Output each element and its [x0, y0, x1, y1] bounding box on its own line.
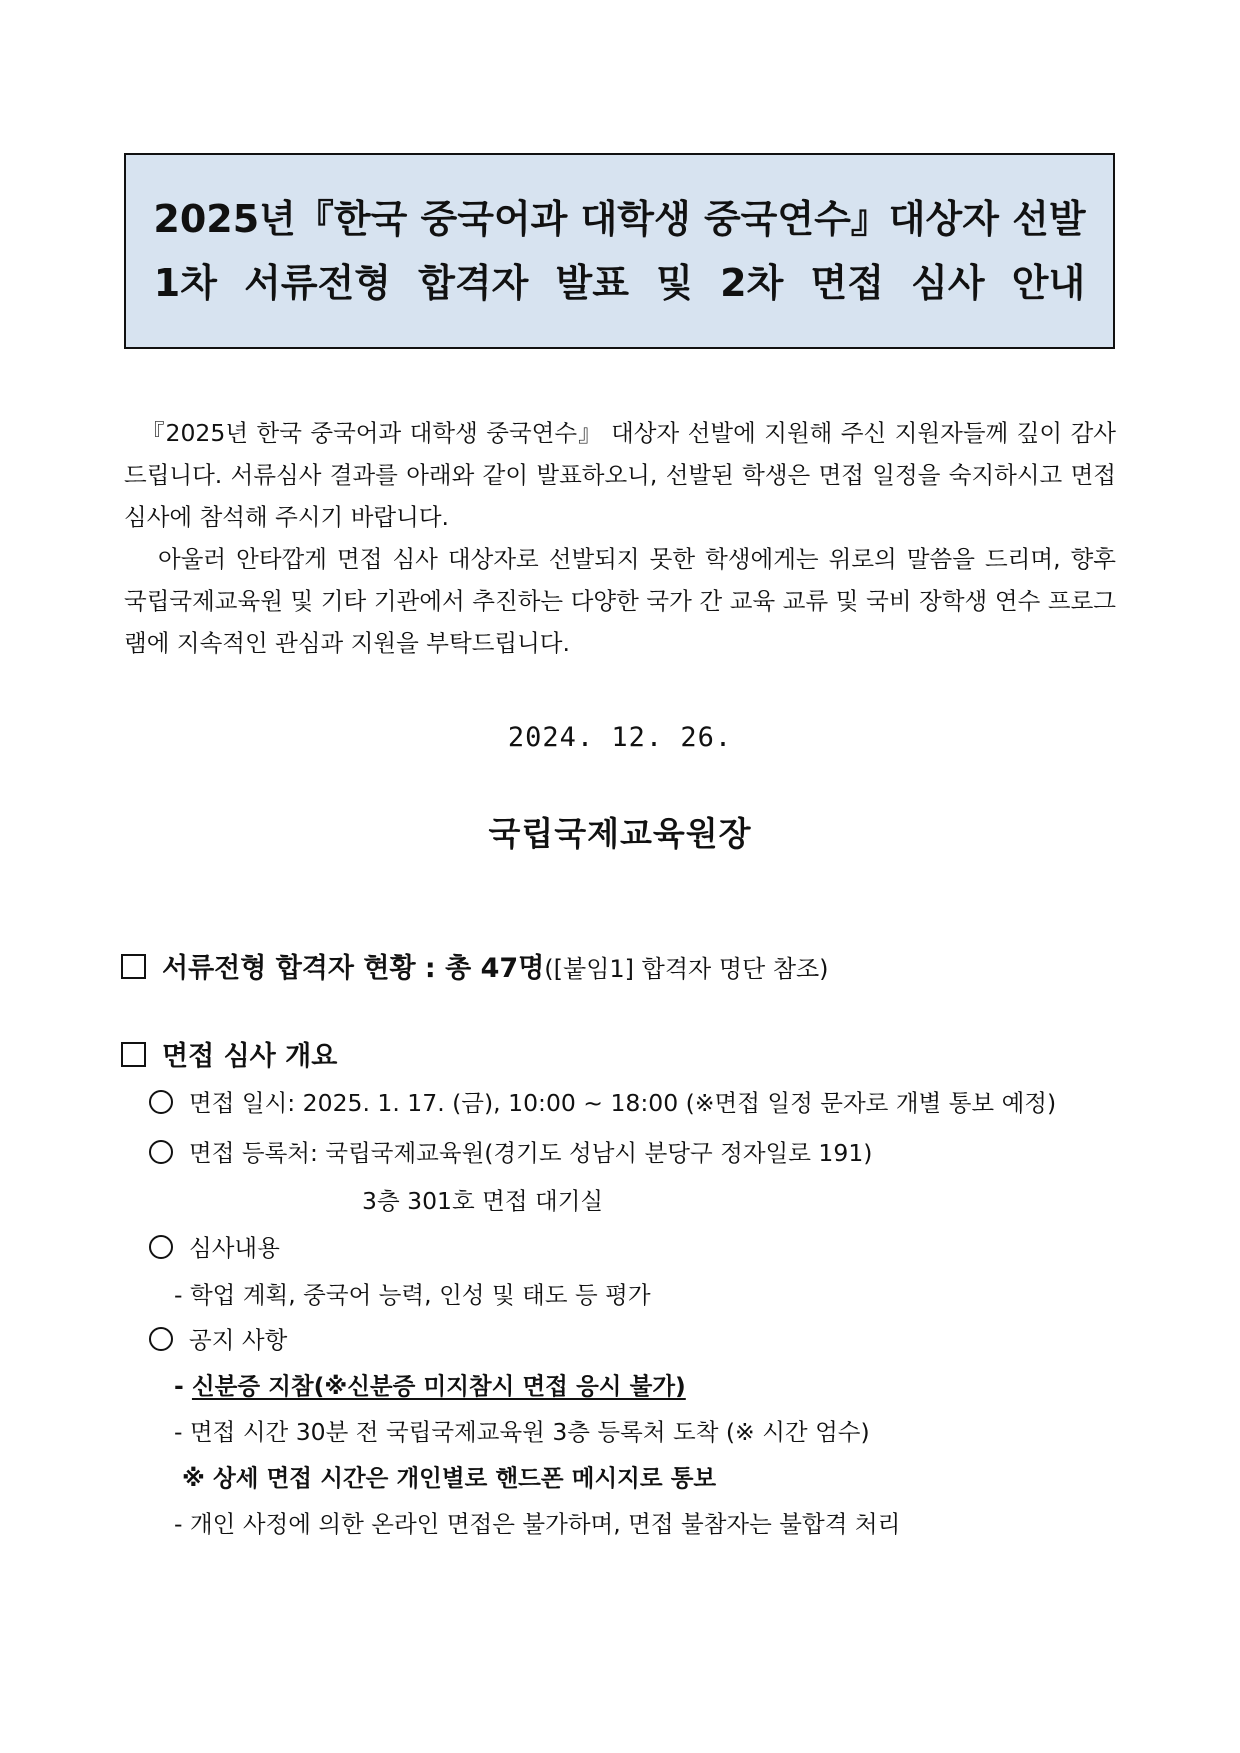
intro-text: [124, 412, 1116, 664]
section-interview-overview: [121, 1034, 337, 1073]
interview-location: [149, 1134, 872, 1168]
interview-location-line-2: 3층 301호 면접 대기실: [362, 1187, 604, 1215]
notice-item-id-required: [174, 1367, 686, 1401]
interview-location-line-1: 면접 등록처: 국립국제교육원(경기도 성남시 분당구 정자일로 191): [189, 1139, 873, 1167]
title-line-1: 2025년『한국 중국어과 대학생 중국연수』대상자 선발: [153, 197, 1086, 241]
notice-item-online: - 개인 사정에 의한 온라인 면접은 불가하며, 면접 불참자는 불합격 처리: [174, 1510, 901, 1538]
notice: [149, 1321, 287, 1355]
title-box: [124, 153, 1115, 349]
intro-paragraph-2: 아울러 안타깝게 면접 심사 대상자로 선발되지 못한 학생에게는 위로의 말씀을 드리며, 향후 국립국제교육원 및 기타 기관에서 추진하는 다양한 국가 간 교육 교류 및 국비 장학생 연수 프로그램에 지속적인 관심과 지원을 부탁드립니다.: [124, 545, 1116, 657]
section-1-note: ([붙임1] 합격자 명단 참조): [544, 955, 829, 983]
circle-bullet-icon: [149, 1140, 173, 1164]
section-applicant-status: [121, 946, 829, 985]
document-date: 2024. 12. 26.: [507, 722, 733, 753]
notice-dash: -: [174, 1372, 192, 1400]
notice-item-arrival: - 면접 시간 30분 전 국립국제교육원 3층 등록처 도착 (※ 시간 엄수): [174, 1418, 870, 1446]
notice-item-1: 신분증 지참(※신분증 미지참시 면접 응시 불가): [191, 1372, 686, 1400]
interview-schedule: [149, 1084, 1056, 1118]
signer: 국립국제교육원장: [488, 814, 752, 853]
evaluation-content: [149, 1229, 280, 1263]
intro-paragraph-1: 『2025년 한국 중국어과 대학생 중국연수』 대상자 선발에 지원해 주신 지원자들께 깊이 감사드립니다. 서류심사 결과를 아래와 같이 발표하오니, 선발된 학생은 면접 일정을 숙지하시고 면접 심사에 참석해 주시기 바랍니다.: [124, 419, 1116, 531]
circle-bullet-icon: [149, 1327, 173, 1351]
evaluation-content-item: - 학업 계획, 중국어 능력, 인성 및 태도 등 평가: [174, 1281, 651, 1309]
section-1-heading: 서류전형 합격자 현황 : 총 47명: [162, 953, 545, 984]
checkbox-square-icon: [121, 1042, 146, 1067]
interview-schedule-text: 면접 일시: 2025. 1. 17. (금), 10:00 ~ 18:00 (※면접 일정 문자로 개별 통보 예정): [189, 1089, 1057, 1117]
notice-title: 공지 사항: [189, 1326, 288, 1354]
circle-bullet-icon: [149, 1090, 173, 1114]
checkbox-square-icon: [121, 954, 146, 979]
section-2-heading: 면접 심사 개요: [162, 1041, 338, 1072]
title-line-2: 1차 서류전형 합격자 발표 및 2차 면접 심사 안내: [153, 261, 1086, 305]
circle-bullet-icon: [149, 1235, 173, 1259]
evaluation-content-title: 심사내용: [189, 1234, 280, 1262]
notice-emphasis: ※ 상세 면접 시간은 개인별로 핸드폰 메시지로 통보: [182, 1464, 717, 1492]
